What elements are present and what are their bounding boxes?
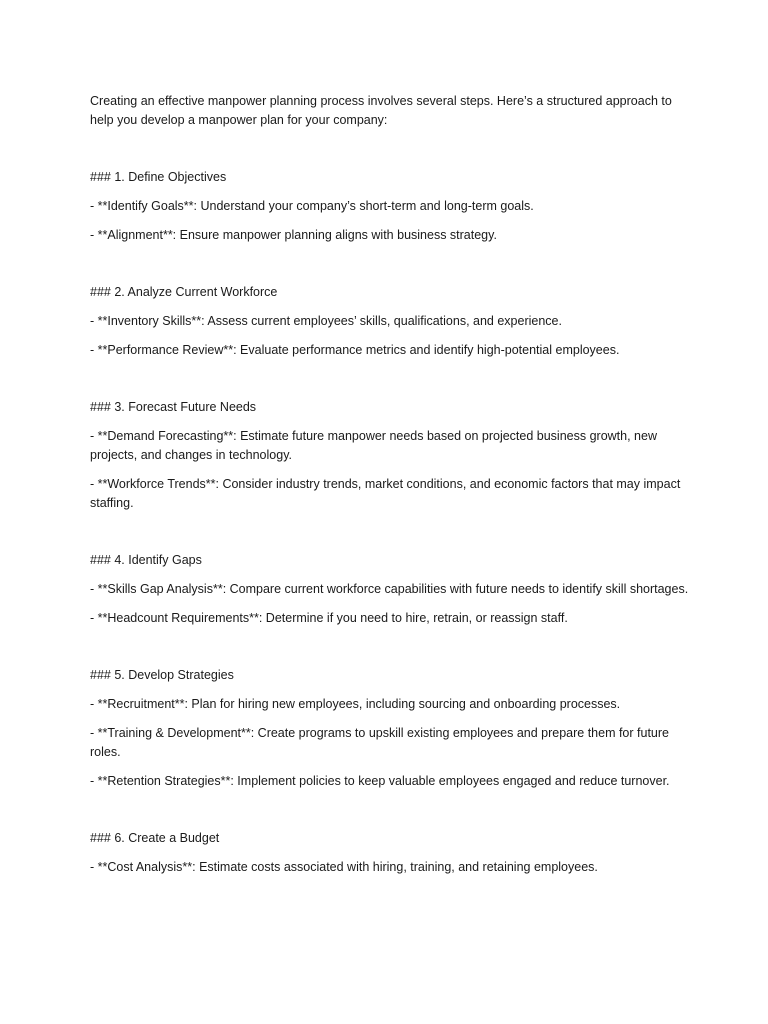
bullet-item: - **Recruitment**: Plan for hiring new employees, including sourcing and onboarding processes. — [90, 697, 621, 711]
section-heading: ### 3. Forecast Future Needs — [90, 400, 257, 414]
bullet-item: - **Identify Goals**: Understand your company’s short-term and long-term goals. — [90, 199, 534, 213]
bullet-item: - **Demand Forecasting**: Estimate future manpower needs based on projected business growth, new projects, and changes in technology. — [90, 429, 657, 462]
section-analyze-workforce — [90, 283, 690, 360]
section-heading: ### 2. Analyze Current Workforce — [90, 285, 278, 299]
section-create-budget — [90, 829, 690, 877]
bullet-item: - **Workforce Trends**: Consider industry trends, market conditions, and economic factors that may impact staffing. — [90, 477, 681, 510]
section-define-objectives — [90, 168, 690, 245]
bullet-item: - **Alignment**: Ensure manpower planning aligns with business strategy. — [90, 228, 497, 242]
bullet-item: - **Inventory Skills**: Assess current employees’ skills, qualifications, and experience. — [90, 314, 562, 328]
section-heading: ### 6. Create a Budget — [90, 831, 220, 845]
document-page — [90, 92, 690, 877]
bullet-item: - **Cost Analysis**: Estimate costs associated with hiring, training, and retaining employees. — [90, 860, 598, 874]
intro-paragraph: Creating an effective manpower planning process involves several steps. Here’s a structured approach to help you develop a manpower plan for your company: — [90, 94, 672, 127]
section-develop-strategies — [90, 666, 690, 791]
section-heading: ### 1. Define Objectives — [90, 170, 227, 184]
bullet-item: - **Retention Strategies**: Implement policies to keep valuable employees engaged and reduce turnover. — [90, 774, 670, 788]
bullet-item: - **Skills Gap Analysis**: Compare current workforce capabilities with future needs to identify skill shortages. — [90, 582, 689, 596]
bullet-item: - **Performance Review**: Evaluate performance metrics and identify high-potential employees. — [90, 343, 620, 357]
section-heading: ### 5. Develop Strategies — [90, 668, 234, 682]
bullet-item: - **Training & Development**: Create programs to upskill existing employees and prepare them for future roles. — [90, 726, 669, 759]
bullet-item: - **Headcount Requirements**: Determine if you need to hire, retrain, or reassign staff. — [90, 611, 568, 625]
section-heading: ### 4. Identify Gaps — [90, 553, 202, 567]
section-identify-gaps — [90, 551, 690, 628]
section-forecast-needs — [90, 398, 690, 513]
